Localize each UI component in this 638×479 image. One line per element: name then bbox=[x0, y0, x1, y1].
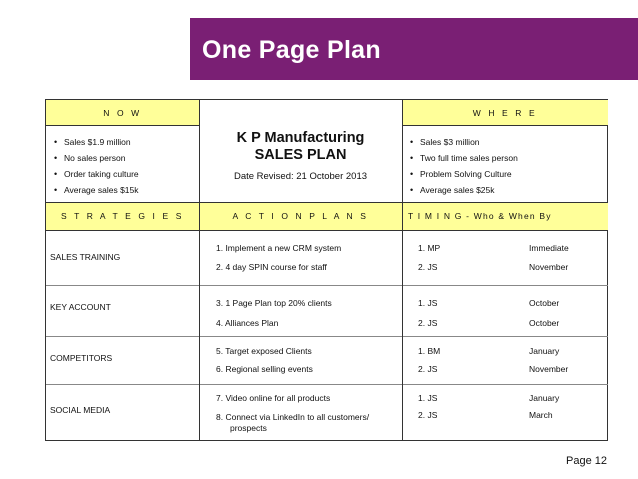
divider bbox=[46, 125, 199, 126]
list-item: • No sales person bbox=[54, 153, 199, 163]
action-item: 3. 1 Page Plan top 20% clients bbox=[216, 298, 332, 308]
action-item: 4. Alliances Plan bbox=[216, 318, 279, 328]
strategy-label: SOCIAL MEDIA bbox=[50, 405, 111, 415]
plan-name: SALES PLAN bbox=[254, 147, 347, 163]
date-revised: Date Revised: 21 October 2013 bbox=[233, 171, 368, 182]
divider bbox=[46, 230, 608, 231]
who-item: 2. JS bbox=[418, 364, 438, 374]
strategy-label: KEY ACCOUNT bbox=[50, 302, 111, 312]
list-item: • Problem Solving Culture bbox=[410, 169, 605, 179]
divider bbox=[46, 285, 608, 286]
divider bbox=[199, 100, 200, 441]
when-item: November bbox=[529, 262, 569, 272]
divider bbox=[402, 125, 608, 126]
strategies-header: S T R A T E G I E S bbox=[46, 202, 199, 230]
action-item: 8. Connect via LinkedIn to all customers/ bbox=[216, 412, 370, 422]
list-item: • Order taking culture bbox=[54, 169, 199, 179]
company-name: K P Manufacturing bbox=[236, 130, 365, 146]
who-item: 2. JS bbox=[418, 410, 438, 420]
who-item: 1. BM bbox=[418, 346, 441, 356]
list-item: • Sales $3 million bbox=[410, 137, 605, 147]
where-list bbox=[410, 137, 605, 195]
list-item: • Average sales $15k bbox=[54, 185, 199, 195]
when-item: October bbox=[529, 298, 560, 308]
title-banner bbox=[190, 18, 638, 80]
list-item: • Sales $1.9 million bbox=[54, 137, 199, 147]
action-item: 7. Video online for all products bbox=[216, 393, 331, 403]
when-item: October bbox=[529, 318, 560, 328]
who-item: 1. JS bbox=[418, 298, 438, 308]
page-number: Page 12 bbox=[566, 455, 607, 467]
plan-title-block bbox=[199, 130, 402, 182]
list-item: • Average sales $25k bbox=[410, 185, 605, 195]
when-item: January bbox=[529, 346, 560, 356]
who-item: 2. JS bbox=[418, 318, 438, 328]
when-item: Immediate bbox=[529, 243, 569, 253]
when-item: March bbox=[529, 410, 553, 420]
divider bbox=[46, 336, 608, 337]
strategy-label: SALES TRAINING bbox=[50, 252, 121, 262]
now-list-container bbox=[54, 137, 199, 201]
who-item: 2. JS bbox=[418, 262, 438, 272]
action-item: 6. Regional selling events bbox=[216, 364, 313, 374]
who-item: 1. JS bbox=[418, 393, 438, 403]
divider bbox=[46, 202, 608, 203]
where-list-container bbox=[410, 137, 605, 201]
action-item: 5. Target exposed Clients bbox=[216, 346, 312, 356]
timing-header: T I M I N G - Who & When By bbox=[402, 202, 608, 230]
list-item: • Two full time sales person bbox=[410, 153, 605, 163]
now-header: N O W bbox=[46, 100, 199, 125]
now-list bbox=[54, 137, 199, 195]
action-item: prospects bbox=[230, 423, 267, 433]
plan-table bbox=[45, 99, 608, 441]
page-title: One Page Plan bbox=[202, 36, 381, 64]
strategy-label: COMPETITORS bbox=[50, 353, 113, 363]
actions-header: A C T I O N P L A N S bbox=[199, 202, 402, 230]
action-item: 2. 4 day SPIN course for staff bbox=[216, 262, 327, 272]
where-header: W H E R E bbox=[402, 100, 608, 125]
divider bbox=[402, 100, 403, 441]
action-item: 1. Implement a new CRM system bbox=[216, 243, 342, 253]
when-item: November bbox=[529, 364, 569, 374]
who-item: 1. MP bbox=[418, 243, 441, 253]
when-item: January bbox=[529, 393, 560, 403]
divider bbox=[46, 384, 608, 385]
